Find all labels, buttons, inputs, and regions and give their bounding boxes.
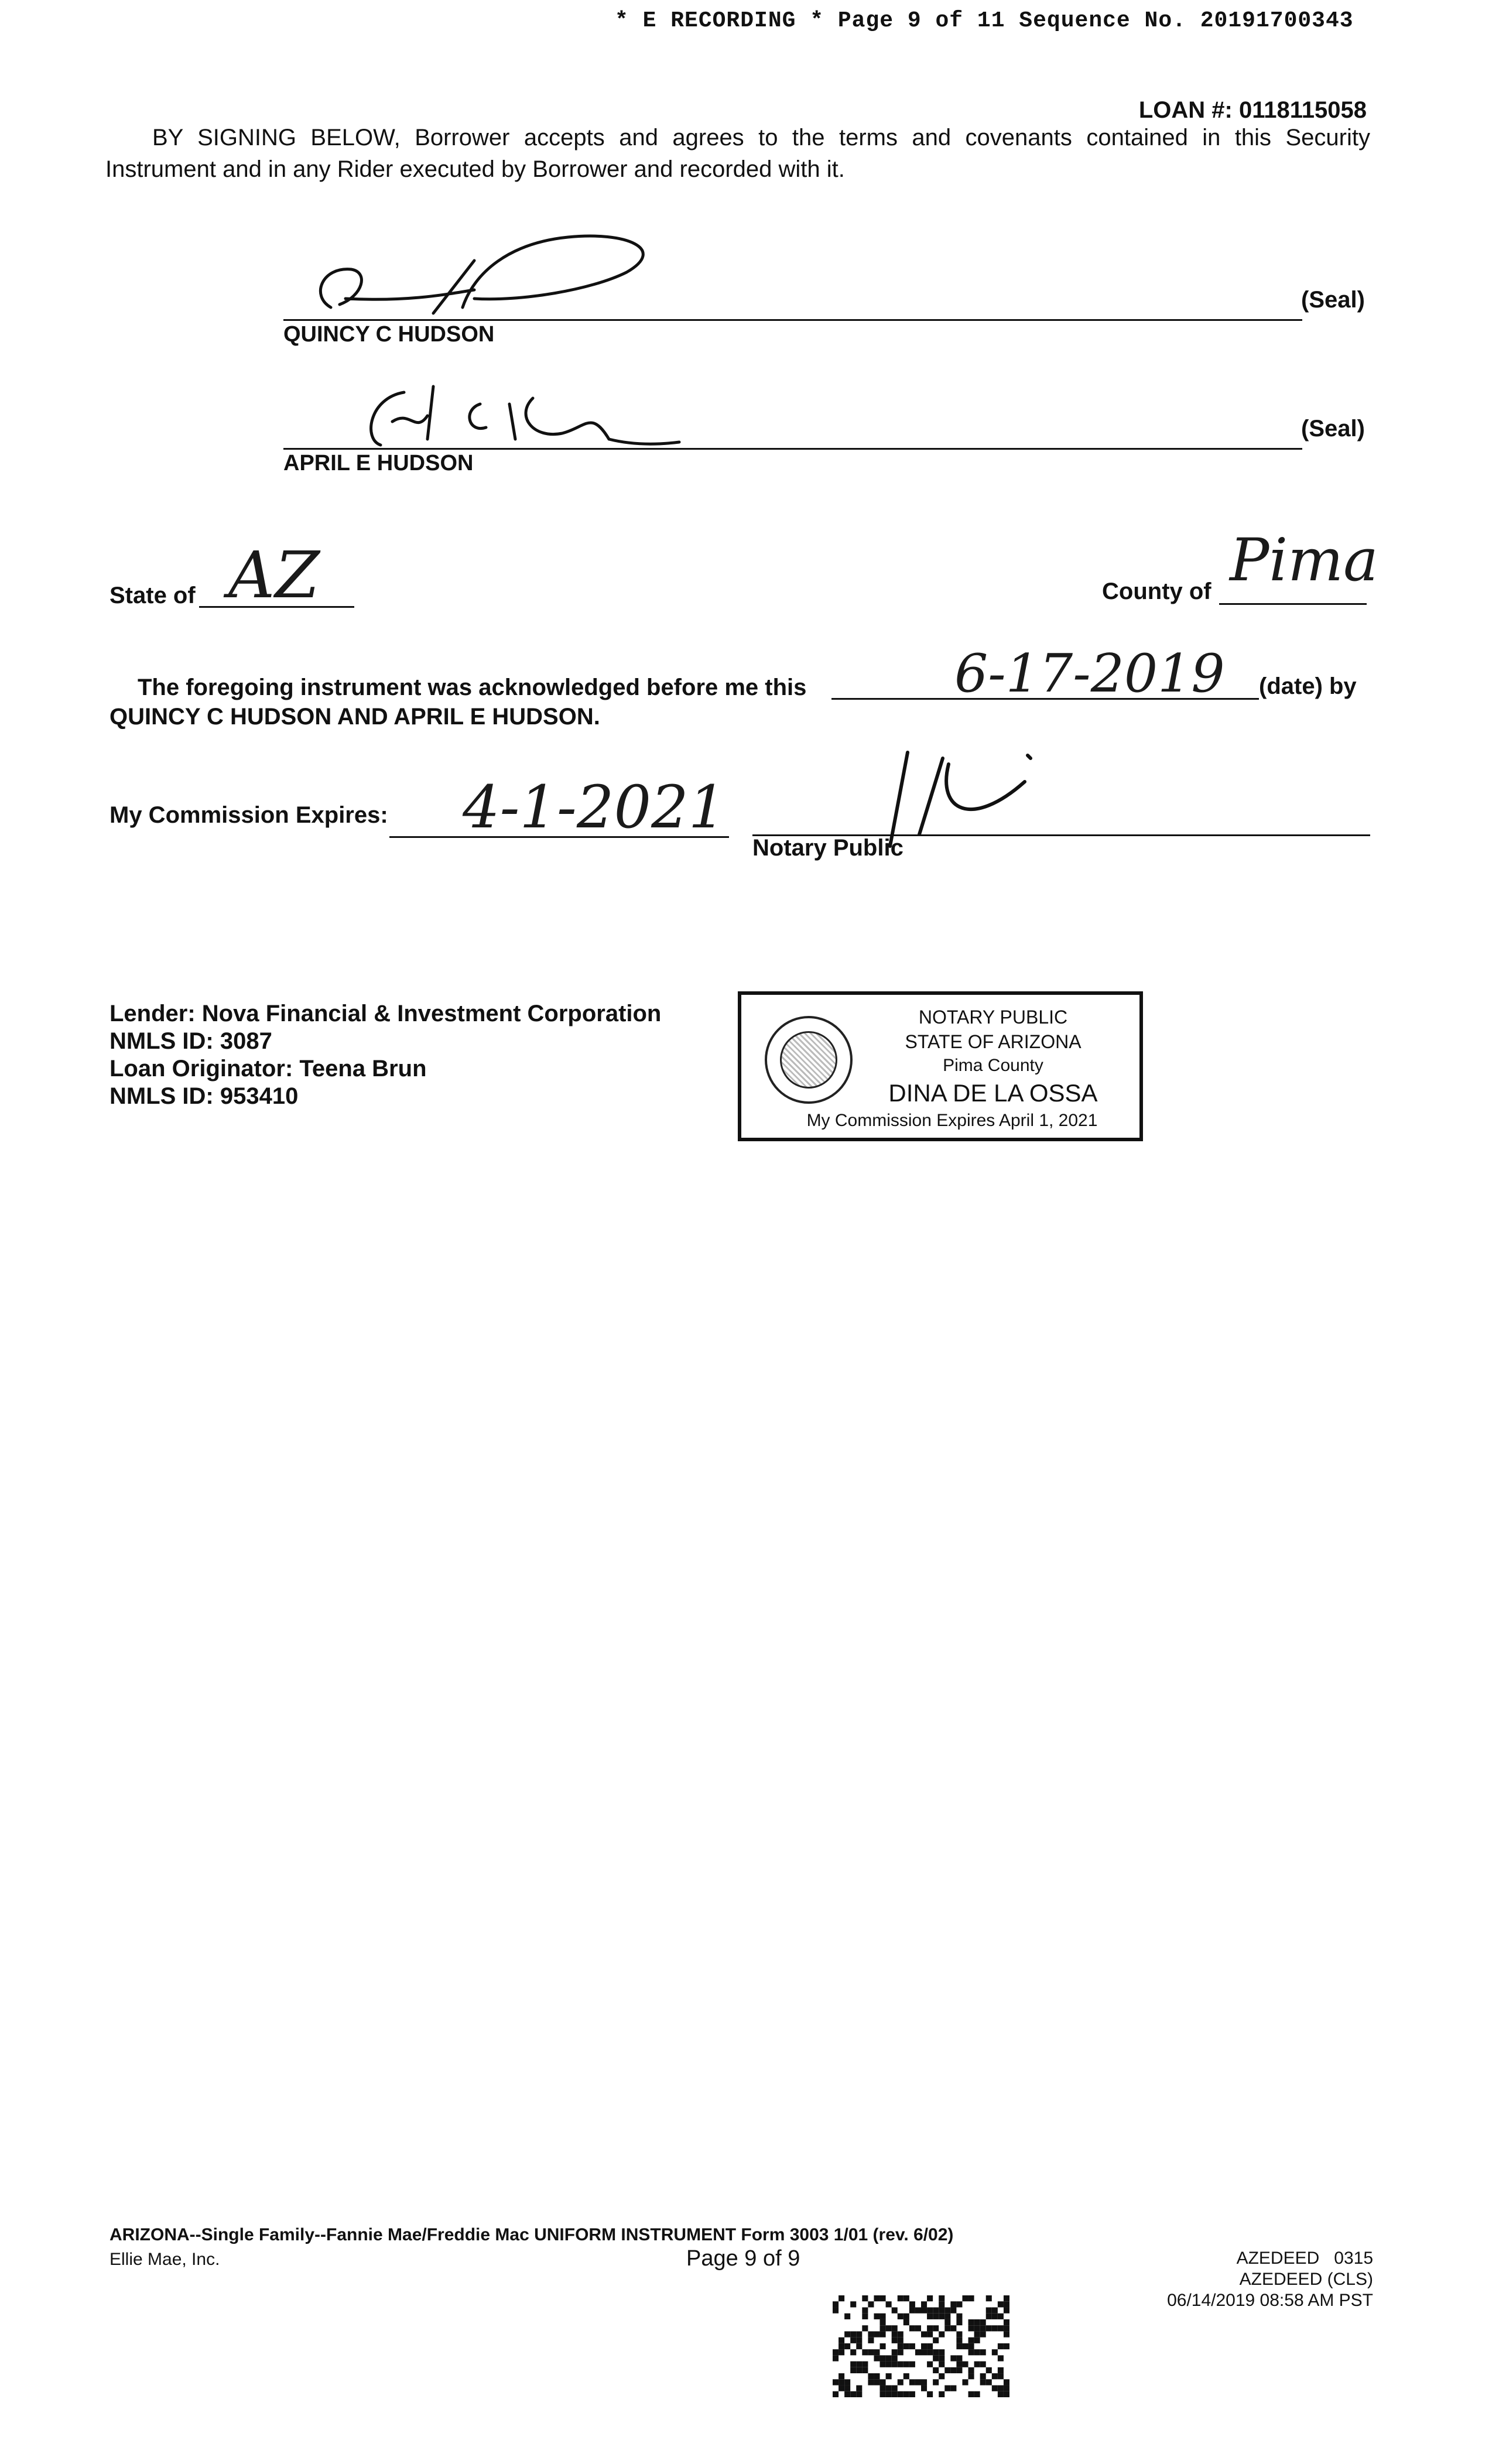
signature-april <box>340 375 703 457</box>
acknowledged-names: QUINCY C HUDSON AND APRIL E HUDSON. <box>109 704 600 730</box>
signature-line-2 <box>283 448 1302 450</box>
county-line <box>1219 603 1367 605</box>
state-label: State of <box>109 583 196 608</box>
signature-line-1 <box>283 319 1302 321</box>
stamp-line-3: Pima County <box>943 1056 1043 1075</box>
footer-form-line: ARIZONA--Single Family--Fannie Mae/Freddie Mac UNIFORM INSTRUMENT Form 3003 1/01 (rev. 6/02) <box>109 2225 954 2244</box>
notary-stamp <box>738 991 1143 1141</box>
lender-block <box>109 1000 661 1110</box>
seal-label-2: (Seal) <box>1301 416 1365 442</box>
footer-code-2: AZEDEED (CLS) <box>1239 2270 1373 2289</box>
signer-name-1: QUINCY C HUDSON <box>283 322 495 347</box>
stamp-line-2: STATE OF ARIZONA <box>905 1031 1082 1052</box>
signer-name-2: APRIL E HUDSON <box>283 451 474 475</box>
state-value: AZ <box>228 538 320 612</box>
acknowledgment-text: The foregoing instrument was acknowledged before me this <box>138 675 807 700</box>
state-seal-icon <box>765 1016 853 1104</box>
loan-number: LOAN #: 0118115058 <box>1138 97 1367 123</box>
footer-page-number: Page 9 of 9 <box>686 2246 800 2271</box>
seal-label-1: (Seal) <box>1301 287 1365 313</box>
recording-header: * E RECORDING * Page 9 of 11 Sequence No. 20191700343 <box>615 8 1354 33</box>
footer-company: Ellie Mae, Inc. <box>109 2250 220 2269</box>
commission-label: My Commission Expires: <box>109 802 388 828</box>
date-by-label: (date) by <box>1259 673 1357 699</box>
originator-line: Loan Originator: Teena Brun <box>109 1056 427 1082</box>
footer-code-1: AZEDEED 0315 <box>1236 2249 1373 2268</box>
county-label: County of <box>1102 579 1211 604</box>
barcode-icon <box>833 2295 1009 2397</box>
stamp-expiration: My Commission Expires April 1, 2021 <box>806 1111 1098 1130</box>
lender-line: Lender: Nova Financial & Investment Corporation <box>109 1001 662 1026</box>
notary-public-label: Notary Public <box>752 835 903 861</box>
county-value: Pima <box>1230 526 1378 594</box>
intro-paragraph: BY SIGNING BELOW, Borrower accepts and agrees to the terms and covenants contained in this Security Instrument and in any Rider executed by Borrower and recorded with it. <box>105 125 1370 182</box>
originator-nmls: NMLS ID: 953410 <box>109 1083 299 1109</box>
ack-date-value: 6-17-2019 <box>954 643 1225 704</box>
commission-value: 4-1-2021 <box>463 773 726 841</box>
lender-nmls: NMLS ID: 3087 <box>109 1028 272 1054</box>
footer-timestamp: 06/14/2019 08:58 AM PST <box>1167 2291 1373 2310</box>
stamp-notary-name: DINA DE LA OSSA <box>888 1079 1098 1107</box>
stamp-line-1: NOTARY PUBLIC <box>918 1007 1068 1028</box>
